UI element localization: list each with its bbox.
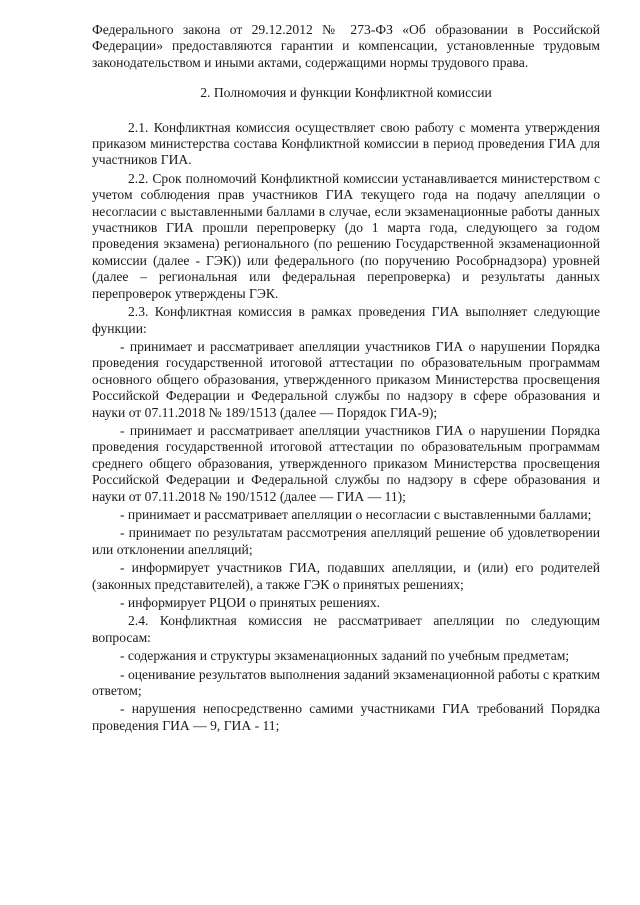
intro-paragraph: Федерального закона от 29.12.2012 № 273-ФЗ «Об образовании в Российской Федерации» предоставляются гарантии и компенсации, установленные трудовым законодательством и иными актами, содержащими нормы трудового права. [92,22,600,70]
functions-list [92,339,600,612]
list-item: - информирует РЦОИ о принятых решениях. [120,595,381,610]
list-item: - оценивание результатов выполнения заданий экзаменационной работы с кратким ответом; [92,666,600,699]
list-item: - принимает и рассматривает апелляции участников ГИА о нарушении Порядка проведения государственной итоговой аттестации по образовательным программам среднего общего образования, утвержденного приказом Министерства просвещения Российской Федерации и Федеральной службы по надзору в сфере образования и науки от 07.11.2018 № 190/1512 (далее — ГИА — 11); [92,422,600,504]
clause-2-1: 2.1. Конфликтная комиссия осуществляет свою работу с момента утверждения приказом министерства состава Конфликтной комиссии в период проведения ГИА для участников ГИА. [92,119,600,168]
list-item: - принимает по результатам рассмотрения апелляций решение об удовлетворении или отклонении апелляций; [92,525,600,557]
list-item: - принимает и рассматривает апелляции о несогласии с выставленными баллами; [120,506,592,522]
list-item: - принимает и рассматривает апелляции участников ГИА о нарушении Порядка проведения государственной итоговой аттестации по образовательным программам основного общего образования, утвержденного приказом Министерства просвещения Российской Федерации и Федеральной службы по надзору в сфере образования и науки от 07.11.2018 № 189/1513 (далее — Порядок ГИА-9); [92,338,600,420]
section-heading: 2. Полномочия и функции Конфликтной комиссии [200,85,492,101]
document-page [92,22,600,736]
list-item: - информирует участников ГИА, подавших апелляции, и (или) его родителей (законных представителей), а также ГЭК о принятых решениях; [92,560,600,592]
list-item: - нарушения непосредственно самими участниками ГИА требований Порядка проведения ГИА — 9, ГИА - 11; [92,701,600,733]
clause-2-4: 2.4. Конфликтная комиссия не рассматривает апелляции по следующим вопросам: [92,613,600,645]
exclusions-list [92,648,600,734]
list-item: - содержания и структуры экзаменационных заданий по учебным предметам; [120,648,570,664]
clause-2-2: 2.2. Срок полномочий Конфликтной комиссии устанавливается министерством с учетом соблюдения прав участников ГИА текущего года на подачу апелляции о несогласии с выставленными баллами в случае, если экзаменационные работы данных участников ГИА прошли перепроверку (до 1 марта года, следующего за годом проведения экзамена) регионального (по решению Государственной экзаменационной комиссии (далее - ГЭК)) или федерального (по поручению Рособрнадзора) уровней (далее – региональная или федеральная перепроверка) и результаты данных перепроверок утверждены ГЭК. [92,170,600,301]
clause-2-3: 2.3. Конфликтная комиссия в рамках проведения ГИА выполняет следующие функции: [92,304,600,336]
